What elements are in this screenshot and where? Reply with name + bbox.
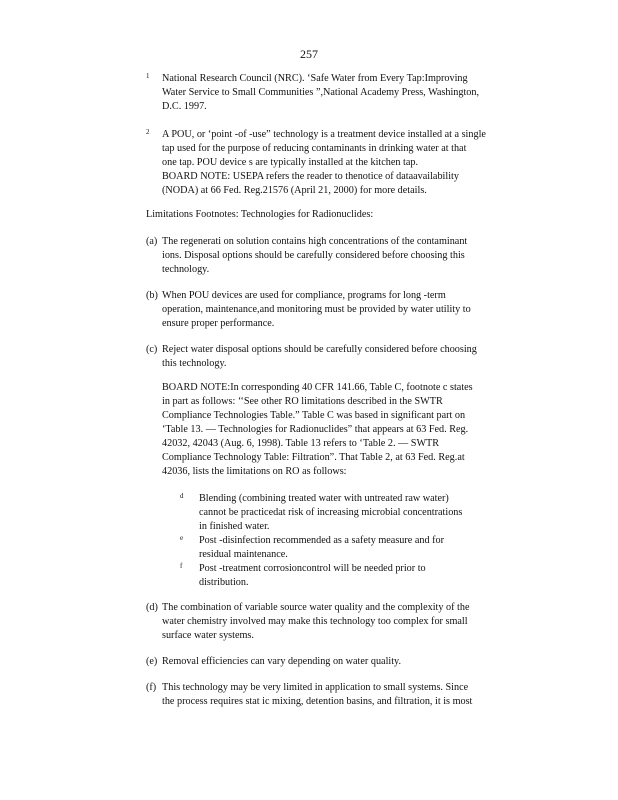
note-line: Compliance Technology Table: Filtration”. That Table 2, at 63 Fed. Reg.at (162, 452, 465, 463)
footnote-line: BOARD NOTE: USEPA refers the reader to thenotice of dataavailability (162, 171, 459, 182)
sub-line: in finished water. (199, 521, 270, 532)
item-line: The regenerati on solution contains high concentrations of the contaminant (162, 236, 468, 247)
footnote-line: D.C. 1997. (162, 101, 207, 112)
limitation-a (146, 235, 536, 277)
sub-line: Post -disinfection recommended as a safety measure and for (199, 535, 444, 546)
footnote-line: (NODA) at 66 Fed. Reg.21576 (April 21, 2000) for more details. (162, 185, 427, 196)
sub-line: Post -treatment corrosioncontrol will be needed prior to (199, 563, 426, 574)
item-label: (d) (146, 602, 158, 613)
item-label: (b) (146, 290, 158, 301)
item-line: ions. Disposal options should be carefully considered before choosing this (162, 250, 465, 261)
limitation-f (146, 681, 536, 709)
sub-line: cannot be practicedat risk of increasing microbial concentrations (199, 507, 463, 518)
sub-line: Blending (combining treated water with untreated raw water) (199, 493, 449, 504)
page-number: 257 (300, 47, 318, 61)
item-label: (f) (146, 682, 157, 693)
note-line: Compliance Technologies Table.” Table C was based in significant part on (162, 410, 466, 421)
item-line: Reject water disposal options should be carefully considered before choosing (162, 344, 477, 355)
footnote-1 (146, 72, 546, 114)
note-line: in part as follows: ‘‘See other RO limitations described in the SWTR (162, 396, 443, 407)
limitation-d (146, 601, 536, 643)
section-heading: Limitations Footnotes: Technologies for Radionuclides: (146, 209, 374, 220)
limitation-c (146, 343, 536, 371)
item-line: water chemistry involved may make this technology too complex for small (162, 616, 468, 627)
item-line: operation, maintenance,and monitoring must be provided by water utility to (162, 304, 471, 315)
footnote-line: National Research Council (NRC). ‘Safe Water from Every Tap:Improving (162, 73, 468, 84)
limitation-e (146, 655, 536, 669)
note-line: 42032, 42043 (Aug. 6, 1998). Table 13 refers to ‘Table 2. — SWTR (162, 438, 440, 449)
item-label: (c) (146, 344, 158, 355)
ro-limitation-d (180, 492, 462, 534)
sub-line: distribution. (199, 577, 249, 588)
item-line: technology. (162, 264, 210, 275)
footnote-line: tap used for the purpose of reducing contaminants in drinking water at that (162, 143, 467, 154)
item-line: surface water systems. (162, 630, 254, 641)
item-line: the process requires stat ic mixing, detention basins, and filtration, it is most (162, 696, 473, 707)
item-line: Removal efficiencies can vary depending on water quality. (162, 656, 402, 667)
footnote-line: Water Service to Small Communities ”,National Academy Press, Washington, (162, 87, 480, 98)
note-line: 42036, lists the limitations on RO as follows: (162, 466, 347, 477)
footnote-line: A POU, or ‘point -of -use” technology is a treatment device installed at a single (162, 129, 486, 140)
sub-mark: f (180, 562, 183, 570)
item-label: (a) (146, 236, 158, 247)
note-line: ‘Table 13. — Technologies for Radionuclides” that appears at 63 Fed. Reg. (162, 424, 469, 435)
limitation-b (146, 289, 536, 331)
footnote-mark: 1 (146, 72, 150, 80)
ro-limitation-e (180, 534, 444, 562)
note-line: BOARD NOTE:In corresponding 40 CFR 141.66, Table C, footnote c states (162, 382, 473, 393)
item-line: When POU devices are used for compliance, programs for long -term (162, 290, 446, 301)
sub-line: residual maintenance. (199, 549, 288, 560)
item-label: (e) (146, 656, 158, 667)
sub-mark: d (180, 492, 184, 500)
item-line: this technology. (162, 358, 227, 369)
sub-mark: e (180, 534, 184, 542)
item-line: This technology may be very limited in application to small systems. Since (162, 682, 469, 693)
item-line: ensure proper performance. (162, 318, 275, 329)
footnote-2 (146, 128, 546, 198)
item-line: The combination of variable source water quality and the complexity of the (162, 602, 470, 613)
ro-limitation-f (180, 562, 426, 590)
board-note (162, 381, 473, 479)
footnote-line: one tap. POU device s are typically installed at the kitchen tap. (162, 157, 419, 168)
footnote-mark: 2 (146, 128, 150, 136)
